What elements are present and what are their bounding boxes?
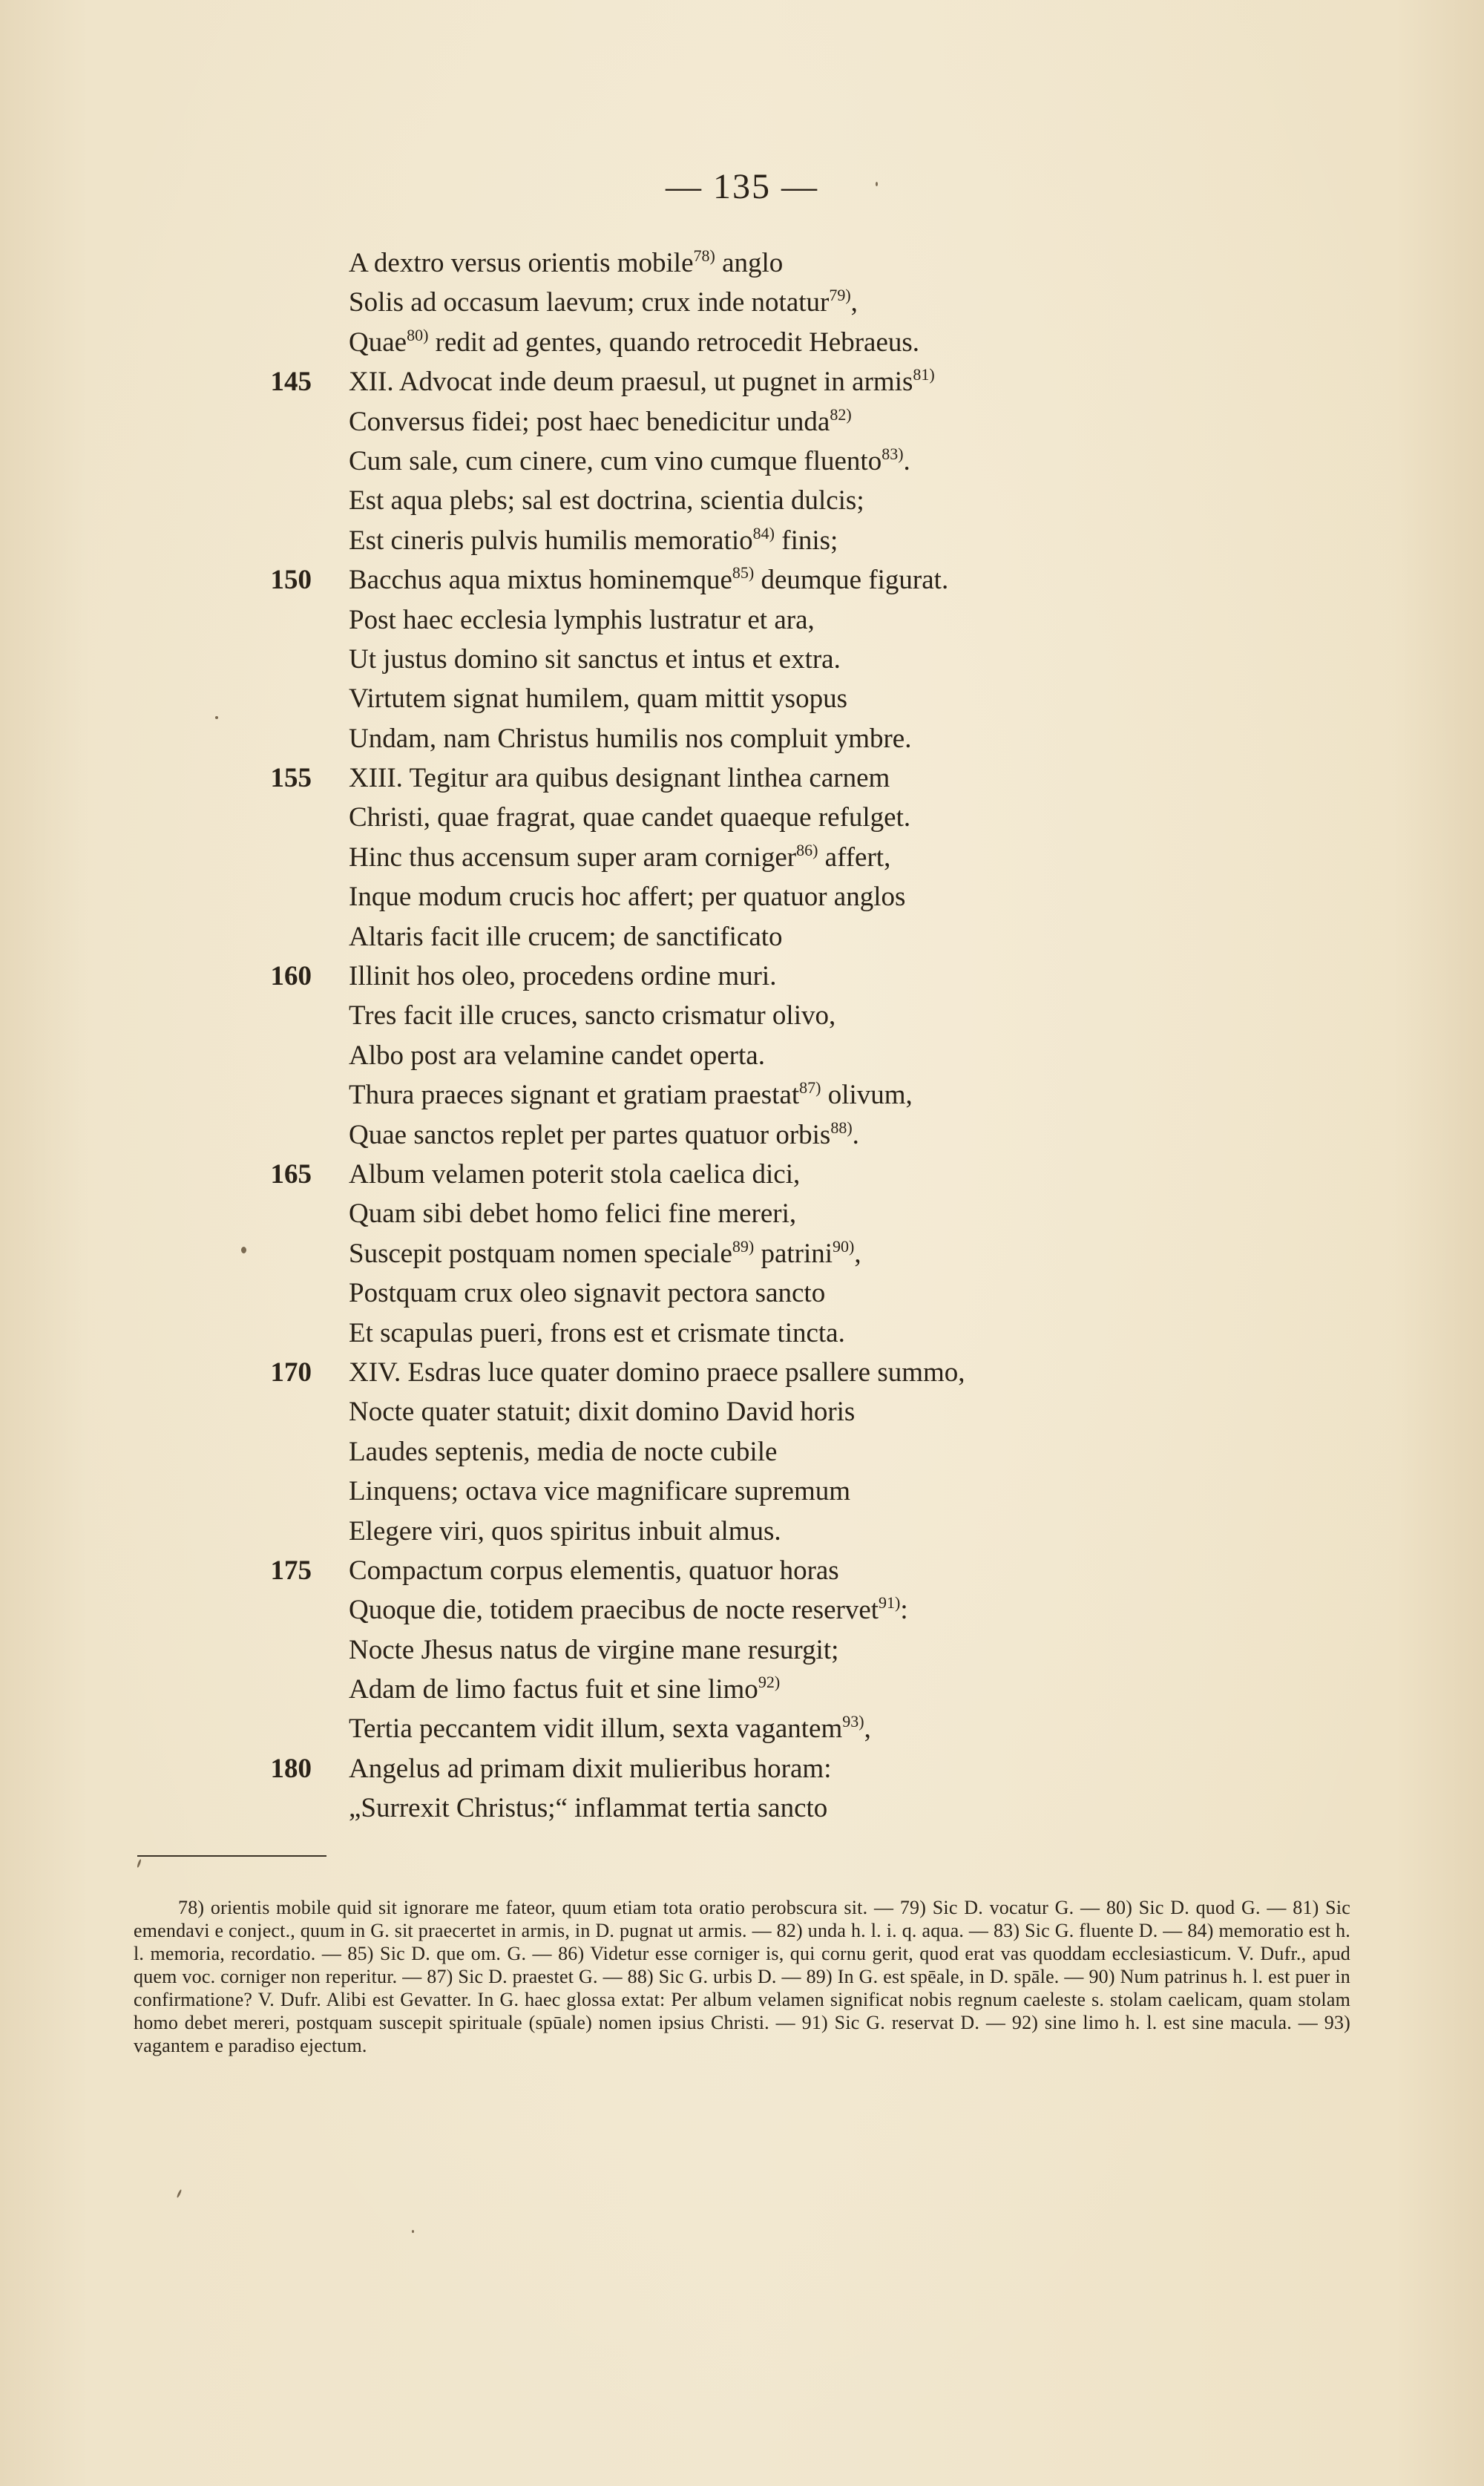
footnote-divider bbox=[137, 1855, 326, 1857]
paper-speck bbox=[412, 2230, 414, 2233]
verse-text bbox=[349, 1075, 913, 1115]
footnote-marker: 89) bbox=[732, 1236, 755, 1256]
verse-text bbox=[349, 1234, 861, 1273]
verse-text bbox=[349, 1115, 859, 1155]
verse-words-after: patrini bbox=[754, 1238, 833, 1269]
verse-words: Est aqua plebs; sal est doctrina, scientia dulcis; bbox=[349, 485, 864, 516]
line-number: 145 bbox=[270, 367, 312, 398]
verse-words: Quoque die, totidem praecibus de nocte reservet bbox=[349, 1595, 879, 1626]
line-number: 165 bbox=[270, 1158, 312, 1190]
footnotes bbox=[134, 1896, 1350, 2057]
verse-text bbox=[349, 402, 852, 442]
verse-line bbox=[245, 600, 1209, 640]
verse-line bbox=[245, 402, 1209, 442]
verse-words: Illinit hos oleo, procedens ordine muri. bbox=[349, 961, 777, 992]
footnote-marker: 93) bbox=[842, 1712, 864, 1731]
verse-line bbox=[245, 1075, 1209, 1115]
verse-words: Bacchus aqua mixtus hominemque bbox=[349, 565, 732, 596]
verse-line bbox=[245, 1709, 1209, 1748]
verse-line bbox=[245, 798, 1209, 837]
verse-text bbox=[349, 957, 776, 996]
verse-words: Compactum corpus elementis, quatuor horas bbox=[349, 1555, 839, 1586]
verse-line bbox=[245, 362, 1209, 401]
line-number: 150 bbox=[270, 565, 312, 596]
verse-line bbox=[245, 1313, 1209, 1353]
verse-text bbox=[349, 1194, 796, 1233]
verse-text bbox=[349, 1472, 850, 1511]
verse-line bbox=[245, 838, 1209, 877]
verse-text bbox=[349, 442, 910, 481]
verse-words: Conversus fidei; post haec benedicitur unda bbox=[349, 406, 830, 437]
verse-words: Adam de limo factus fuit et sine limo bbox=[349, 1674, 758, 1705]
footnote-marker: 81) bbox=[913, 365, 935, 384]
verse-words: Christi, quae fragrat, quae candet quaeque refulget. bbox=[349, 802, 911, 833]
verse-text bbox=[349, 640, 841, 679]
verse-words: Linquens; octava vice magnificare supremum bbox=[349, 1476, 851, 1507]
verse-text bbox=[349, 1630, 838, 1670]
verse-words: Undam, nam Christus humilis nos compluit ymbre. bbox=[349, 723, 912, 754]
verse-line bbox=[245, 1115, 1209, 1155]
verse-words-after: , bbox=[854, 1238, 861, 1269]
verse-line bbox=[245, 957, 1209, 996]
footnote-marker: 87) bbox=[799, 1078, 821, 1098]
verse-words-after: , bbox=[864, 1713, 871, 1745]
verse-text bbox=[349, 1353, 965, 1392]
verse-line bbox=[245, 1512, 1209, 1551]
verse-words: Elegere viri, quos spiritus inbuit almus. bbox=[349, 1515, 781, 1547]
verse-block bbox=[245, 243, 1209, 1829]
verse-words: „Surrexit Christus;“ inflammat tertia sancto bbox=[349, 1793, 828, 1824]
verse-words: Ut justus domino sit sanctus et intus et extra. bbox=[349, 643, 841, 675]
verse-line bbox=[245, 481, 1209, 520]
verse-line bbox=[245, 758, 1209, 798]
line-number: 170 bbox=[270, 1357, 312, 1388]
footnote-marker: 91) bbox=[879, 1593, 901, 1613]
verse-text bbox=[349, 1788, 827, 1828]
verse-words: Quam sibi debet homo felici fine mereri, bbox=[349, 1198, 797, 1230]
verse-line bbox=[245, 1590, 1209, 1630]
verse-line bbox=[245, 323, 1209, 362]
footnote-marker: 85) bbox=[732, 563, 755, 583]
verse-text bbox=[349, 481, 864, 520]
footnote-marker: 88) bbox=[830, 1118, 853, 1137]
line-number: 175 bbox=[270, 1555, 312, 1586]
verse-line bbox=[245, 1551, 1209, 1590]
verse-words: Virtutem signat humilem, quam mittit ysopus bbox=[349, 683, 847, 715]
verse-text bbox=[349, 323, 919, 362]
verse-words: Albo post ara velamine candet operta. bbox=[349, 1040, 765, 1071]
verse-text bbox=[349, 1551, 839, 1590]
verse-line bbox=[245, 1036, 1209, 1075]
verse-line bbox=[245, 640, 1209, 679]
footnote-marker: 84) bbox=[752, 523, 775, 542]
verse-line bbox=[245, 679, 1209, 718]
verse-line bbox=[245, 1234, 1209, 1273]
verse-words: A dextro versus orientis mobile bbox=[349, 248, 694, 278]
verse-line bbox=[245, 442, 1209, 481]
verse-text bbox=[349, 996, 835, 1035]
verse-line bbox=[245, 1432, 1209, 1472]
verse-line bbox=[245, 719, 1209, 758]
verse-line bbox=[245, 521, 1209, 560]
verse-words-after: finis; bbox=[775, 525, 838, 556]
verse-words-after: , bbox=[850, 287, 858, 318]
verse-words-after: . bbox=[903, 445, 910, 476]
verse-text bbox=[349, 1749, 831, 1788]
verse-words-after: redit ad gentes, quando retrocedit Hebraeus. bbox=[428, 327, 920, 358]
verse-words: Quae bbox=[349, 327, 407, 358]
verse-words: Angelus ad primam dixit mulieribus horam: bbox=[349, 1753, 832, 1784]
verse-text bbox=[349, 719, 911, 758]
verse-text bbox=[349, 1670, 780, 1709]
verse-words: Thura praeces signant et gratiam praestat bbox=[349, 1080, 800, 1111]
verse-words: Nocte quater statuit; dixit domino David horis bbox=[349, 1397, 856, 1428]
verse-text bbox=[349, 600, 815, 640]
verse-words: XIV. Esdras luce quater domino praece psallere summo, bbox=[349, 1357, 965, 1388]
footnote-marker: 79) bbox=[829, 286, 851, 305]
verse-text bbox=[349, 1590, 908, 1630]
verse-words: Laudes septenis, media de nocte cubile bbox=[349, 1436, 778, 1467]
verse-text bbox=[349, 1036, 765, 1075]
verse-words: Et scapulas pueri, frons est et crismate tincta. bbox=[349, 1317, 845, 1348]
footnote-text: 78) orientis mobile quid sit ignorare me fateor, quum etiam tota oratio perobscura sit. — 79) Sic D. vocatur G. — 80) Sic D. quod G. — 81) Sic emendavi e conject., quum in G. sit praecertet in armis, in D. pugnat ut armis. — 82) unda h. l. i. q. aqua. — 83) Sic G. fluente D. — 84) memoratio est h. l. memoria, recordatio. — 85) Sic D. que om. G. — 86) Videtur esse corniger is, qui cornu gerit, quod erat vas quoddam ecclesiasticum. V. Dufr., apud quem voc. corniger non reperitur. — 87) Sic D. praestet G. — 88) Sic G. urbis D. — 89) In G. est spēale, in D. spāle. — 90) Num patrinus h. l. est puer in confirmatione? V. Dufr. Alibi est Gevatter. In G. haec glossa extat: Per album velamen significat nobis regnum caeleste s. stolam caelicam, quam stolam homo debet mereri, postquam suscepit spirituale (spūale) nomen ipsius Christi. — 91) Sic G. reservat D. — 92) sine limo h. l. est sine macula. — 93) vagantem e paradiso ejectum. bbox=[134, 1897, 1350, 2056]
verse-text bbox=[349, 917, 783, 957]
footnote-marker: 86) bbox=[796, 840, 818, 859]
verse-line bbox=[245, 1630, 1209, 1670]
verse-text bbox=[349, 838, 890, 877]
verse-words: Suscepit postquam nomen speciale bbox=[349, 1238, 732, 1269]
paper-speck bbox=[241, 1247, 246, 1253]
verse-line bbox=[245, 1670, 1209, 1709]
verse-words-after: : bbox=[900, 1595, 908, 1626]
verse-words: Postquam crux oleo signavit pectora sancto bbox=[349, 1278, 826, 1309]
line-number: 160 bbox=[270, 961, 312, 992]
verse-words-after: olivum, bbox=[821, 1080, 913, 1111]
footnote-marker: 83) bbox=[881, 444, 904, 463]
verse-text bbox=[349, 1709, 871, 1748]
verse-words: Altaris facit ille crucem; de sanctificato bbox=[349, 921, 783, 952]
footnote-marker: 80) bbox=[407, 325, 429, 344]
verse-words-after: . bbox=[852, 1119, 859, 1150]
verse-words: Solis ad occasum laevum; crux inde notatur bbox=[349, 287, 830, 318]
line-number: 180 bbox=[270, 1753, 312, 1784]
paper-speck bbox=[215, 716, 218, 719]
verse-words: Tres facit ille cruces, sancto crismatur olivo, bbox=[349, 1000, 836, 1032]
verse-line bbox=[245, 1392, 1209, 1431]
verse-words: Inque modum crucis hoc affert; per quatuor anglos bbox=[349, 882, 906, 913]
verse-words: Cum sale, cum cinere, cum vino cumque fluento bbox=[349, 445, 882, 476]
verse-words-after: affert, bbox=[818, 842, 891, 873]
verse-text bbox=[349, 560, 948, 600]
verse-line bbox=[245, 917, 1209, 957]
verse-text bbox=[349, 877, 905, 916]
verse-words: Quae sanctos replet per partes quatuor orbis bbox=[349, 1119, 831, 1150]
verse-text bbox=[349, 679, 847, 718]
footnote-marker: 82) bbox=[830, 404, 852, 424]
verse-text bbox=[349, 758, 890, 798]
verse-words-after: deumque figurat. bbox=[754, 565, 949, 596]
verse-text bbox=[349, 798, 910, 837]
verse-text bbox=[349, 1155, 800, 1194]
verse-line bbox=[245, 996, 1209, 1035]
verse-line bbox=[245, 1194, 1209, 1233]
verse-words: XIII. Tegitur ara quibus designant linthea carnem bbox=[349, 763, 890, 794]
verse-line bbox=[245, 1155, 1209, 1194]
verse-line bbox=[245, 877, 1209, 916]
verse-line bbox=[245, 560, 1209, 600]
verse-line bbox=[245, 1788, 1209, 1828]
verse-words: Album velamen poterit stola caelica dici, bbox=[349, 1158, 801, 1190]
verse-line bbox=[245, 1472, 1209, 1511]
verse-line bbox=[245, 1353, 1209, 1392]
verse-line bbox=[245, 283, 1209, 322]
verse-text bbox=[349, 1273, 825, 1313]
verse-text bbox=[349, 362, 935, 401]
verse-text bbox=[349, 1432, 777, 1472]
verse-line bbox=[245, 1749, 1209, 1788]
verse-line bbox=[245, 1273, 1209, 1313]
verse-words: Nocte Jhesus natus de virgine mane resurgit; bbox=[349, 1634, 839, 1665]
verse-text bbox=[349, 1512, 781, 1551]
verse-line bbox=[245, 243, 1209, 283]
verse-words: Est cineris pulvis humilis memoratio bbox=[349, 525, 753, 556]
line-number: 155 bbox=[270, 763, 312, 794]
footnote-marker: 90) bbox=[833, 1236, 855, 1256]
verse-words-after: anglo bbox=[715, 248, 784, 278]
paper-speck bbox=[177, 2189, 183, 2198]
verse-text bbox=[349, 1392, 855, 1431]
verse-text bbox=[349, 243, 783, 283]
paper-speck bbox=[876, 182, 878, 186]
footnote-marker: 78) bbox=[693, 246, 715, 265]
paper-speck bbox=[137, 1859, 142, 1868]
footnote-marker: 92) bbox=[758, 1673, 781, 1692]
verse-words: Post haec ecclesia lymphis lustratur et ara, bbox=[349, 604, 815, 635]
verse-text bbox=[349, 283, 858, 322]
verse-words: Hinc thus accensum super aram corniger bbox=[349, 842, 797, 873]
verse-text bbox=[349, 1313, 845, 1353]
page-number: — 135 — bbox=[666, 167, 818, 206]
verse-words: XII. Advocat inde deum praesul, ut pugnet in armis bbox=[349, 367, 913, 398]
verse-text bbox=[349, 521, 838, 560]
verse-words: Tertia peccantem vidit illum, sexta vagantem bbox=[349, 1713, 843, 1745]
